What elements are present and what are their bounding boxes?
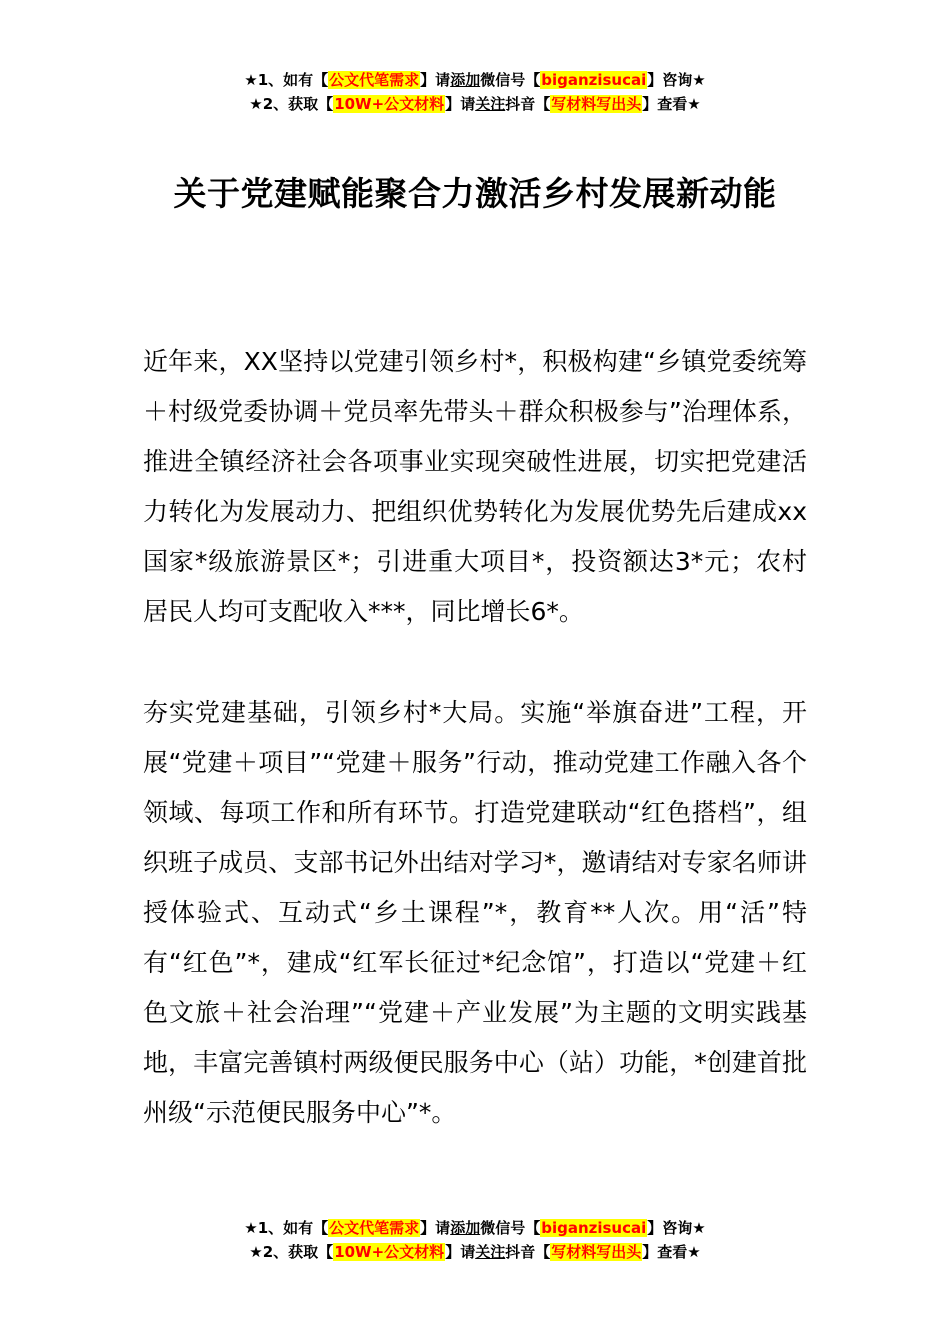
banner-underline: 添加 bbox=[450, 71, 481, 89]
banner-underline: 关注 bbox=[475, 95, 506, 113]
banner-text: ★1、如有【 bbox=[244, 1219, 329, 1237]
banner-text: 】请 bbox=[420, 71, 451, 89]
banner-text: 】咨询★ bbox=[647, 1219, 706, 1237]
highlight-douyin-account: 写材料写出头 bbox=[551, 95, 642, 113]
banner-text: 微信号【 bbox=[480, 1219, 541, 1237]
document-title: 关于党建赋能聚合力激活乡村发展新动能 bbox=[173, 174, 777, 214]
highlight-douyin-account: 写材料写出头 bbox=[551, 1243, 642, 1261]
banner-line-2 bbox=[0, 1240, 950, 1264]
banner-text: 】请 bbox=[445, 1243, 476, 1261]
banner-line-2 bbox=[0, 92, 950, 116]
banner-text: 微信号【 bbox=[480, 71, 541, 89]
highlight-wechat-id: biganzisucai bbox=[541, 1219, 647, 1237]
paragraph-party-building: 夯实党建基础，引领乡村*大局。实施“举旗奋进”工程，开展“党建＋项目”“党建＋服务”行动，推动党建工作融入各个领域、每项工作和所有环节。打造党建联动“红色搭档”，组织班子成员、支部书记外出结对学习*，邀请结对专家名师讲授体验式、互动式“乡土课程”*，教育**人次。用“活”特有“红色”*，建成“红军长征过*纪念馆”，打造以“党建＋红色文旅＋社会治理”“党建＋产业发展”为主题的文明实践基地，丰富完善镇村两级便民服务中心（站）功能，*创建首批州级“示范便民服务中心”*。 bbox=[143, 698, 807, 1127]
banner-text: 】咨询★ bbox=[647, 71, 706, 89]
banner-text: 抖音【 bbox=[505, 1243, 551, 1261]
highlight-service: 公文代笔需求 bbox=[329, 1219, 420, 1237]
banner-line-1 bbox=[0, 1216, 950, 1240]
highlight-materials: 10W+公文材料 bbox=[334, 95, 445, 113]
banner-text: ★2、获取【 bbox=[249, 95, 334, 113]
banner-text: 】查看★ bbox=[642, 95, 701, 113]
banner-text: 】请 bbox=[420, 1219, 451, 1237]
footer-banner bbox=[0, 1216, 950, 1264]
header-banner bbox=[0, 68, 950, 116]
banner-underline: 关注 bbox=[475, 1243, 506, 1261]
highlight-materials: 10W+公文材料 bbox=[334, 1243, 445, 1261]
highlight-service: 公文代笔需求 bbox=[329, 71, 420, 89]
banner-text: 】请 bbox=[445, 95, 476, 113]
banner-line-1 bbox=[0, 68, 950, 92]
paragraph-intro: 近年来，XX坚持以党建引领乡村*，积极构建“乡镇党委统筹＋村级党委协调＋党员率先带头＋群众积极参与”治理体系，推进全镇经济社会各项事业实现突破性进展，切实把党建活力转化为发展动力、把组织优势转化为发展优势先后建成xx国家*级旅游景区*；引进重大项目*，投资额达3*元；农村居民人均可支配收入***，同比增长6*。 bbox=[143, 347, 807, 626]
banner-underline: 添加 bbox=[450, 1219, 481, 1237]
banner-text: ★1、如有【 bbox=[244, 71, 329, 89]
highlight-wechat-id: biganzisucai bbox=[541, 71, 647, 89]
banner-text: ★2、获取【 bbox=[249, 1243, 334, 1261]
banner-text: 抖音【 bbox=[505, 95, 551, 113]
banner-text: 】查看★ bbox=[642, 1243, 701, 1261]
